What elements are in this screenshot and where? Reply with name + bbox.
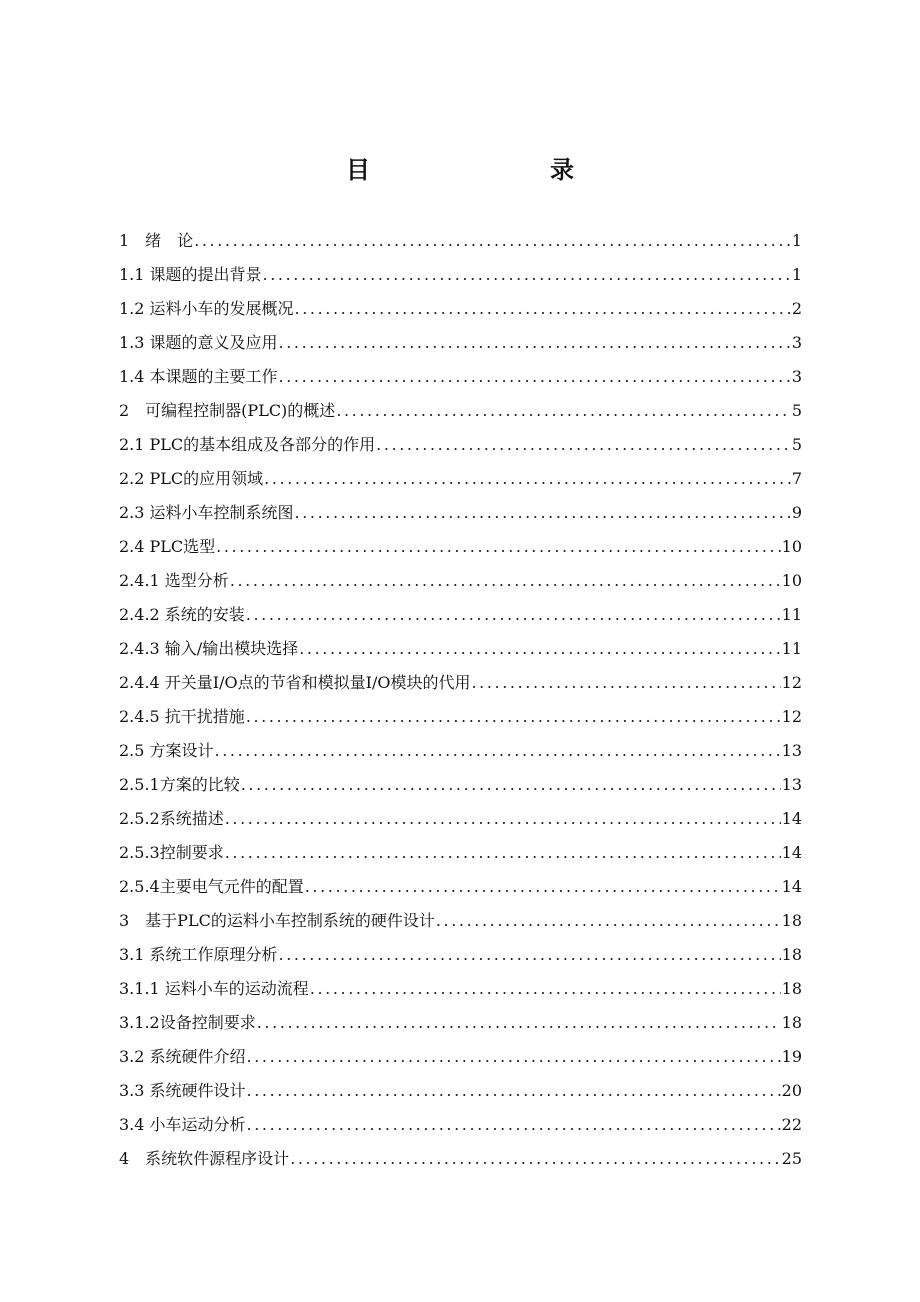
toc-entry-label: 1.4 本课题的主要工作 — [119, 367, 278, 386]
toc-entry-label: 2.3 运料小车控制系统图 — [119, 503, 294, 522]
toc-entry-label: 2.5.4主要电气元件的配置 — [119, 877, 304, 896]
toc-dot-leader — [247, 1077, 781, 1105]
toc-dot-leader — [299, 635, 780, 663]
toc-dot-leader — [225, 805, 781, 833]
toc-entry-page-number: 18 — [781, 911, 802, 930]
toc-dot-leader — [215, 737, 781, 765]
toc-entry[interactable] — [119, 737, 802, 771]
toc-entry-page-number: 25 — [781, 1149, 802, 1168]
toc-entry-label: 2.5.2系统描述 — [119, 809, 224, 828]
toc-entry-label: 1.2 运料小车的发展概况 — [119, 299, 294, 318]
toc-dot-leader — [230, 567, 781, 595]
toc-entry-label: 3.2 系统硬件介绍 — [119, 1047, 246, 1066]
toc-entry-page-number: 20 — [781, 1081, 802, 1100]
toc-entry[interactable] — [119, 261, 802, 295]
toc-dot-leader — [247, 1111, 781, 1139]
toc-entry-label: 3.3 系统硬件设计 — [119, 1081, 246, 1100]
toc-dot-leader — [241, 771, 781, 799]
toc-entry-page-number: 7 — [791, 469, 802, 488]
toc-entry-label: 1 绪 论 — [119, 231, 194, 250]
toc-entry-page-number: 12 — [781, 673, 802, 692]
toc-entry[interactable] — [119, 363, 802, 397]
toc-list — [119, 227, 802, 1179]
toc-dot-leader — [216, 533, 780, 561]
toc-entry-page-number: 13 — [781, 741, 802, 760]
toc-entry[interactable] — [119, 499, 802, 533]
toc-entry[interactable] — [119, 975, 802, 1009]
toc-entry-page-number: 5 — [791, 401, 802, 420]
toc-entry[interactable] — [119, 839, 802, 873]
toc-entry-label: 2.4.5 抗干扰措施 — [119, 707, 245, 726]
toc-dot-leader — [295, 499, 791, 527]
toc-entry[interactable] — [119, 465, 802, 499]
toc-entry-page-number: 18 — [781, 945, 802, 964]
toc-entry-page-number: 1 — [791, 265, 802, 284]
toc-entry-label: 4 系统软件源程序设计 — [119, 1149, 290, 1168]
toc-dot-leader — [336, 397, 791, 425]
toc-title: 目 录 — [346, 155, 618, 184]
toc-entry-page-number: 18 — [781, 1013, 802, 1032]
toc-entry[interactable] — [119, 601, 802, 635]
toc-entry-page-number: 19 — [781, 1047, 802, 1066]
toc-dot-leader — [436, 907, 781, 935]
toc-dot-leader — [305, 873, 781, 901]
toc-entry[interactable] — [119, 873, 802, 907]
toc-entry[interactable] — [119, 703, 802, 737]
toc-entry[interactable] — [119, 635, 802, 669]
toc-entry-label: 2.2 PLC的应用领域 — [119, 469, 264, 488]
toc-entry[interactable] — [119, 227, 802, 261]
toc-dot-leader — [279, 329, 791, 357]
toc-entry-label: 1.3 课题的意义及应用 — [119, 333, 278, 352]
toc-entry-page-number: 22 — [781, 1115, 802, 1134]
toc-entry[interactable] — [119, 771, 802, 805]
toc-dot-leader — [310, 975, 781, 1003]
toc-entry[interactable] — [119, 805, 802, 839]
toc-entry-page-number: 14 — [781, 843, 802, 862]
toc-dot-leader — [471, 669, 780, 697]
toc-entry[interactable] — [119, 669, 802, 703]
toc-entry-page-number: 11 — [781, 605, 802, 624]
toc-entry-page-number: 12 — [781, 707, 802, 726]
toc-entry-label: 2.4.4 开关量I/O点的节省和模拟量I/O模块的代用 — [119, 673, 471, 692]
toc-entry-page-number: 3 — [791, 367, 802, 386]
toc-entry-page-number: 14 — [781, 809, 802, 828]
toc-entry[interactable] — [119, 533, 802, 567]
toc-dot-leader — [279, 941, 781, 969]
toc-entry-label: 2.5.3控制要求 — [119, 843, 224, 862]
toc-entry-page-number: 10 — [781, 571, 802, 590]
toc-entry[interactable] — [119, 397, 802, 431]
toc-dot-leader — [295, 295, 791, 323]
toc-entry-page-number: 10 — [781, 537, 802, 556]
toc-entry-page-number: 11 — [781, 639, 802, 658]
toc-entry[interactable] — [119, 567, 802, 601]
toc-entry[interactable] — [119, 1043, 802, 1077]
toc-dot-leader — [246, 601, 781, 629]
toc-entry-label: 2.5.1方案的比较 — [119, 775, 240, 794]
toc-entry-page-number: 1 — [791, 231, 802, 250]
toc-entry[interactable] — [119, 1111, 802, 1145]
toc-entry[interactable] — [119, 295, 802, 329]
toc-entry-label: 3.1.1 运料小车的运动流程 — [119, 979, 309, 998]
toc-entry-page-number: 13 — [781, 775, 802, 794]
toc-entry-page-number: 14 — [781, 877, 802, 896]
toc-entry-label: 2.5 方案设计 — [119, 741, 214, 760]
toc-entry-label: 3.1 系统工作原理分析 — [119, 945, 278, 964]
toc-dot-leader — [376, 431, 791, 459]
toc-dot-leader — [225, 839, 781, 867]
toc-entry-page-number: 3 — [791, 333, 802, 352]
toc-entry-page-number: 5 — [791, 435, 802, 454]
toc-entry-label: 2 可编程控制器(PLC)的概述 — [119, 401, 336, 420]
toc-dot-leader — [257, 1009, 781, 1037]
toc-dot-leader — [264, 465, 791, 493]
toc-entry-label: 3 基于PLC的运料小车控制系统的硬件设计 — [119, 911, 435, 930]
toc-entry-label: 3.4 小车运动分析 — [119, 1115, 246, 1134]
toc-entry[interactable] — [119, 1077, 802, 1111]
toc-entry-label: 2.4 PLC选型 — [119, 537, 216, 556]
toc-entry-page-number: 9 — [791, 503, 802, 522]
toc-entry[interactable] — [119, 329, 802, 363]
toc-entry[interactable] — [119, 907, 802, 941]
toc-entry-label: 2.1 PLC的基本组成及各部分的作用 — [119, 435, 376, 454]
toc-entry-label: 1.1 课题的提出背景 — [119, 265, 262, 284]
toc-entry-page-number: 2 — [791, 299, 802, 318]
toc-dot-leader — [194, 227, 791, 255]
toc-dot-leader — [247, 1043, 781, 1071]
toc-entry[interactable] — [119, 1009, 802, 1043]
toc-dot-leader — [290, 1145, 780, 1173]
toc-dot-leader — [246, 703, 781, 731]
toc-entry-label: 2.4.1 选型分析 — [119, 571, 229, 590]
toc-entry-label: 2.4.3 输入/输出模块选择 — [119, 639, 299, 658]
toc-entry[interactable] — [119, 431, 802, 465]
toc-entry-label: 2.4.2 系统的安装 — [119, 605, 245, 624]
toc-dot-leader — [279, 363, 791, 391]
toc-entry[interactable] — [119, 941, 802, 975]
toc-entry-page-number: 18 — [781, 979, 802, 998]
toc-entry[interactable] — [119, 1145, 802, 1179]
toc-entry-label: 3.1.2设备控制要求 — [119, 1013, 256, 1032]
toc-dot-leader — [263, 261, 791, 289]
